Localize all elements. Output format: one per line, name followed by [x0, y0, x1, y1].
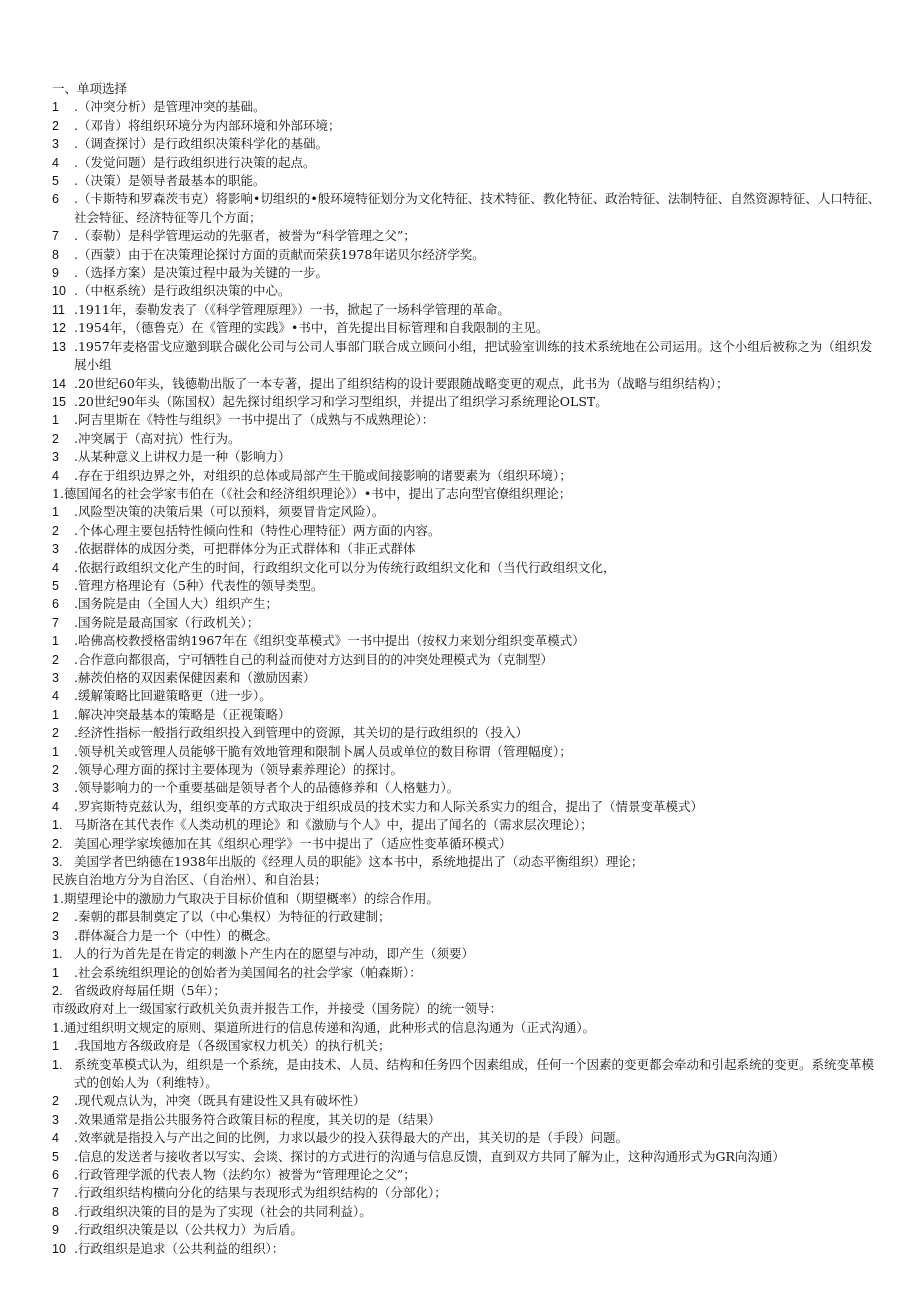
item-text: .罗宾斯特克兹认为，组织变革的方式取决于组织成员的技术实力和人际关系实力的组合，提出了（情景变革模式） — [74, 798, 703, 814]
item-text: 市级政府对上一级国家行政机关负责并报告工作，并接受（国务院）的统一领导： — [52, 1001, 503, 1017]
item-number: 3 — [52, 928, 59, 943]
list-item — [52, 393, 882, 411]
list-item — [52, 964, 882, 982]
list-item — [52, 871, 882, 889]
item-text: .依据群体的成因分类，可把群体分为正式群体和（非正式群体 — [74, 541, 416, 557]
item-number: 1. — [52, 947, 63, 962]
item-text: .秦朝的郡县制奠定了以（中心集权）为特征的行政建制； — [74, 909, 391, 925]
list-item — [52, 1221, 882, 1239]
item-text: 1.通过组织明文规定的原则、渠道所进行的信息传递和沟通，此种形式的信息沟通为（正式沟通）。 — [52, 1019, 596, 1035]
item-text: .个体心理主要包括特性倾向性和（特性心理特征）两方面的内容。 — [74, 522, 441, 538]
item-number: 4 — [52, 560, 59, 575]
item-number: 6 — [52, 192, 59, 207]
list-item — [52, 669, 882, 687]
item-text: .赫茨伯格的双因素保健因素和（激励因素） — [74, 670, 316, 685]
item-number: 9 — [52, 1223, 59, 1238]
item-text: .领导机关或管理人员能够干脆有效地管理和限制卜属人员或单位的数目称谓（管理幅度）； — [74, 743, 572, 759]
question-list — [52, 98, 882, 1258]
item-number: 2 — [52, 652, 59, 667]
item-number: 5 — [52, 578, 59, 593]
item-text: .解决冲突最基本的策略是（正视策略） — [74, 706, 291, 722]
item-number: 3. — [52, 855, 63, 870]
item-number: 3 — [52, 137, 59, 152]
item-number: 4 — [52, 1131, 59, 1146]
item-number: 7 — [52, 1186, 59, 1201]
item-number: 7 — [52, 229, 59, 244]
item-number: 12 — [52, 321, 66, 336]
item-number: 10 — [52, 284, 66, 299]
list-item — [52, 135, 882, 153]
list-item — [52, 485, 882, 503]
list-item — [52, 706, 882, 724]
item-text: .社会系统组织理论的创始者为美国闻名的社会学家（帕森斯）： — [74, 964, 422, 980]
item-text: .依据行政组织文化产生的时间，行政组织文化可以分为传统行政组织文化和（当代行政组织文化， — [74, 559, 616, 575]
item-number: 2 — [52, 726, 59, 741]
list-item — [52, 154, 882, 172]
item-number: 5 — [52, 174, 59, 189]
list-item — [52, 835, 882, 853]
list-item — [52, 301, 882, 319]
item-text: .群体凝合力是一个（中性）的概念。 — [74, 927, 278, 943]
list-item — [52, 761, 882, 779]
item-text: .1954年，（德鲁克）在《管理的实践》•书中，首先提出目标管理和自我限制的主见。 — [74, 320, 549, 336]
item-text: .（中枢系统）是行政组织决策的中心。 — [74, 283, 291, 299]
item-text: .效率就是指投入与产出之间的比例，力求以最少的投入获得最大的产出，其关切的是（手段）问题。 — [74, 1130, 628, 1146]
list-item — [52, 982, 882, 1000]
list-item — [52, 1240, 882, 1258]
list-item — [52, 687, 882, 705]
list-item — [52, 1129, 882, 1147]
item-number: 3 — [52, 450, 59, 465]
item-text: .（决策）是领导者最基本的职能。 — [74, 173, 266, 189]
list-item — [52, 1203, 882, 1221]
list-item — [52, 908, 882, 926]
item-text: .行政组织决策的目的是为了实现（社会的共同利益）。 — [74, 1203, 372, 1219]
list-item — [52, 338, 882, 375]
item-number: 2 — [52, 910, 59, 925]
item-text: .行政组织决策是以（公共权力）为后盾。 — [74, 1222, 303, 1238]
item-number: 3 — [52, 542, 59, 557]
list-item — [52, 1166, 882, 1184]
item-number: 10 — [52, 1241, 66, 1256]
item-text: .（邓肯）将组织环境分为内部环境和外部环境； — [74, 117, 341, 133]
item-text: .（调查探讨）是行政组织决策科学化的基础。 — [74, 136, 328, 152]
list-item — [52, 1056, 882, 1093]
item-text: 美国学者巴纳德在1938年出版的《经理人员的职能》这本书中，系统地提出了（动态平衡组织）理论； — [74, 854, 644, 870]
item-number: 8 — [52, 1204, 59, 1219]
list-item — [52, 467, 882, 485]
list-item — [52, 651, 882, 669]
item-number: 7 — [52, 615, 59, 630]
item-text: .（西蒙）由于在决策理论探讨方面的贡献而荣获1978年诺贝尔经济学奖。 — [74, 246, 485, 262]
item-number: 1 — [52, 744, 59, 759]
item-text: .1957年麦格雷戈应邀到联合碳化公司与公司人事部门联合成立顾问小组，把试验室训练的技术系统地在公司运用。这个小组后被称之为（组织发展小组 — [74, 338, 873, 373]
item-text: .存在于组织边界之外，对组织的总体或局部产生干脆或间接影响的诸要素为（组织环境）； — [74, 467, 572, 483]
list-item — [52, 890, 882, 908]
item-text: .信息的发送者与接收者以写实、会谈、探讨的方式进行的沟通与信息反馈，直到双方共同了解为止，这种沟通形式为GR向沟通） — [74, 1148, 785, 1164]
item-number: 8 — [52, 247, 59, 262]
item-number: 9 — [52, 266, 59, 281]
list-item — [52, 614, 882, 632]
document-body — [52, 80, 882, 1258]
list-item — [52, 1148, 882, 1166]
item-text: .哈佛高校教授格雷纳1967年在《组织变革模式》一书中提出（按权力来划分组织变革模式） — [74, 633, 585, 649]
item-text: 人的行为首先是在肯定的刺激卜产生内在的愿望与冲动，即产生（须要） — [74, 946, 475, 962]
list-item — [52, 577, 882, 595]
item-number: 1 — [52, 965, 59, 980]
item-text: .行政组织结构横向分化的结果与表现形式为组织结构的（分部化）； — [74, 1185, 447, 1201]
item-number: 2 — [52, 1094, 59, 1109]
item-text: .国务院是由（全国人大）组织产生； — [74, 596, 278, 612]
list-item — [52, 1019, 882, 1037]
list-item — [52, 98, 882, 116]
list-item — [52, 632, 882, 650]
item-text: .合作意向都很高，宁可牺牲自己的利益而使对方达到目的的冲突处理模式为（克制型） — [74, 651, 553, 667]
list-item — [52, 724, 882, 742]
item-number: 1 — [52, 413, 59, 428]
item-text: .从某种意义上讲权力是一种（影响力） — [74, 449, 291, 465]
list-item — [52, 319, 882, 337]
item-number: 1 — [52, 100, 59, 115]
item-number: 3 — [52, 781, 59, 796]
list-item — [52, 375, 882, 393]
list-item — [52, 264, 882, 282]
list-item — [52, 172, 882, 190]
item-number: 2. — [52, 836, 63, 851]
item-text: .20世纪90年头（陈国权）起先探讨组织学习和学习型组织，并提出了组织学习系统理论OLST。 — [74, 393, 608, 409]
list-item — [52, 503, 882, 521]
section-title: 一、单项选择 — [52, 81, 128, 96]
item-text: .我国地方各级政府是（各级国家权力机关）的执行机关； — [74, 1038, 391, 1054]
item-text: .阿吉里斯在《特性与组织》一书中提出了（成熟与不成熟理论）： — [74, 412, 435, 428]
item-number: 15 — [52, 394, 66, 409]
item-number: 1 — [52, 1039, 59, 1054]
item-number: 6 — [52, 1167, 59, 1182]
list-item — [52, 945, 882, 963]
list-item — [52, 448, 882, 466]
item-text: 系统变革模式认为，组织是一个系统，是由技术、人员、结构和任务四个因素组成，任何一个因素的变更都会牵动和引起系统的变更。系统变革模式的创始人为（利维特）。 — [74, 1056, 875, 1090]
item-text: .行政组织是追求（公共利益的组织）： — [74, 1240, 285, 1256]
item-text: 马斯洛在其代表作《人类动机的理论》和《激励与个人》中，提出了闻名的（需求层次理论）； — [74, 817, 593, 833]
item-number: 1 — [52, 505, 59, 520]
item-number: 2 — [52, 763, 59, 778]
list-item — [52, 1184, 882, 1202]
item-number: 13 — [52, 339, 66, 354]
item-text: 1.德国闻名的社会学家韦伯在（《社会和经济组织理论》）•书中，提出了志向型官僚组织理论； — [52, 485, 572, 501]
list-item — [52, 540, 882, 558]
item-number: 3 — [52, 1112, 59, 1127]
list-item — [52, 853, 882, 871]
list-item — [52, 1000, 882, 1018]
item-text: .管理方格理论有（5种）代表性的领导类型。 — [74, 577, 324, 593]
item-number: 4 — [52, 799, 59, 814]
list-item — [52, 246, 882, 264]
item-number: 4 — [52, 689, 59, 704]
item-text: 1.期望理论中的激励力气取决于目标价值和（期望概率）的综合作用。 — [52, 890, 439, 906]
list-item — [52, 190, 882, 227]
item-text: .1911年，泰勒发表了（《科学管理原理》）一书，掀起了一场科学管理的革命。 — [74, 301, 510, 317]
item-text: 美国心理学家埃德加在其《组织心理学》一书中提出了（适应性变革循环模式） — [74, 835, 512, 851]
item-number: 2 — [52, 523, 59, 538]
item-text: 省级政府每届任期（5年）； — [74, 982, 226, 998]
list-item — [52, 411, 882, 429]
list-item — [52, 282, 882, 300]
item-text: .（发觉问题）是行政组织进行决策的起点。 — [74, 154, 316, 170]
item-text: .现代观点认为，冲突（既具有建设性又具有破坏性） — [74, 1093, 366, 1109]
item-number: 4 — [52, 468, 59, 483]
list-item — [52, 117, 882, 135]
item-number: 1. — [52, 1057, 63, 1072]
item-number: 2 — [52, 118, 59, 133]
list-item — [52, 522, 882, 540]
item-text: .（泰勒）是科学管理运动的先驱者，被誉为“科学管理之父”； — [74, 228, 416, 244]
item-text: .风险型决策的决策后果（可以预料，须要冒肯定风险）。 — [74, 504, 385, 520]
list-item — [52, 430, 882, 448]
list-item — [52, 927, 882, 945]
list-item — [52, 1111, 882, 1129]
item-number: 5 — [52, 1149, 59, 1164]
list-item — [52, 595, 882, 613]
list-item — [52, 816, 882, 834]
item-text: .经济性指标一般指行政组织投入到管理中的资源，其关切的是行政组织的（投入） — [74, 725, 528, 741]
list-item — [52, 227, 882, 245]
list-item — [52, 743, 882, 761]
item-text: .（冲突分析）是管理冲突的基础。 — [74, 99, 266, 115]
item-text: 民族自治地方分为自治区、（自治州）、和自治县； — [52, 872, 328, 888]
list-item — [52, 779, 882, 797]
item-text: .效果通常是指公共服务符合政策目标的程度，其关切的是（结果） — [74, 1111, 441, 1127]
item-number: 14 — [52, 376, 66, 391]
item-text: .领导影响力的一个重要基础是领导者个人的品德修养和（人格魅力）。 — [74, 780, 460, 796]
item-text: .冲突属于（高对抗）性行为。 — [74, 430, 241, 446]
item-number: 2. — [52, 983, 63, 998]
item-number: 11 — [52, 302, 65, 317]
item-text: .20世纪60年头，钱德勒出版了一本专著，提出了组织结构的设计要跟随战略变更的观点，此书为（战略与组织结构）； — [74, 375, 729, 391]
item-text: .领导心理方面的探讨主要体现为（领导素养理论）的探讨。 — [74, 762, 403, 778]
item-number: 1. — [52, 818, 63, 833]
item-text: .缓解策略比回避策略更（进一步）。 — [74, 688, 272, 704]
item-number: 1 — [52, 634, 59, 649]
item-number: 3 — [52, 671, 59, 685]
item-number: 1 — [52, 707, 59, 722]
list-item — [52, 1092, 882, 1110]
list-item — [52, 559, 882, 577]
item-number: 6 — [52, 597, 59, 612]
list-item — [52, 1037, 882, 1055]
item-text: .行政管理学派的代表人物（法约尔）被誉为“管理理论之父”； — [74, 1166, 416, 1182]
item-number: 2 — [52, 431, 59, 446]
item-text: .（卡斯特和罗森茨韦克）将影响•切组织的•般环境特征划分为文化特征、技术特征、教化特征、政治特征、法制特征、自然资源特征、人口特征、社会特征、经济特征等几个方面； — [74, 191, 881, 225]
item-number: 4 — [52, 155, 59, 170]
item-text: .国务院是最高国家（行政机关）； — [74, 614, 260, 630]
item-text: .（选择方案）是决策过程中最为关键的一步。 — [74, 265, 328, 281]
list-item — [52, 798, 882, 816]
